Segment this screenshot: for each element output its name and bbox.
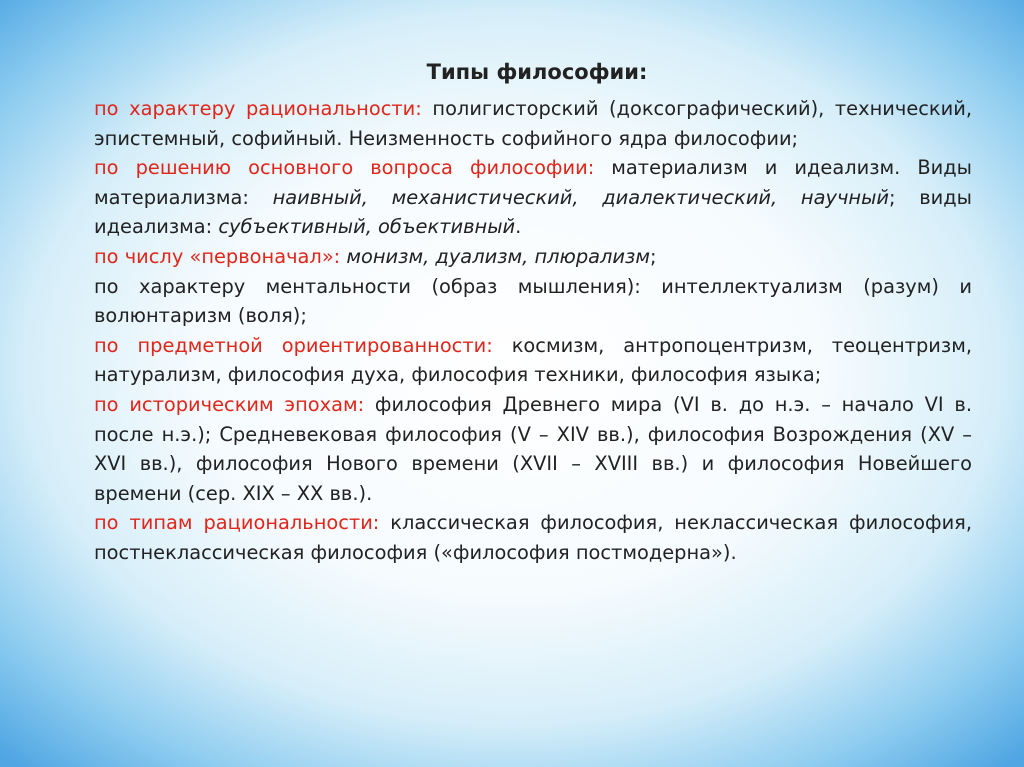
- list-item: [94, 272, 972, 331]
- list-item: [94, 94, 972, 153]
- item-label: по историческим эпохам:: [94, 392, 365, 416]
- item-text: философия Древнего мира (VI в. до н.э. – начало VI в. после н.э.); Средневековая философия (V – XIV вв.), философия Возрождения (XV – XVI вв.), философия Нового времени (XVII – XVIII вв.) и философия Новейшего времени (сер. XIX – XX вв.).: [94, 392, 972, 505]
- slide-body: [94, 94, 972, 568]
- item-text: .: [515, 215, 522, 239]
- item-italic-text: наивный, механистический, диалектический, научный: [272, 185, 889, 209]
- list-item: [94, 508, 972, 567]
- item-text: космизм, антропоцентризм, теоцентризм, натурализм, философия духа, философия техники, философия языка;: [94, 333, 972, 387]
- item-label: по предметной ориентированности:: [94, 333, 493, 357]
- item-label: по решению основного вопроса философии:: [94, 156, 595, 180]
- item-text: полигисторский (доксографический), технический, эпистемный, софийный. Неизменность софийного ядра философии;: [94, 97, 972, 150]
- item-text: классическая философия, неклассическая философия, постнеклассическая философия («философия постмодерна»).: [94, 511, 972, 564]
- item-text: ; виды идеализма:: [94, 185, 972, 239]
- item-label: по характеру рациональности:: [94, 97, 422, 120]
- item-italic-text: субъективный, объективный: [218, 215, 516, 239]
- list-item: [94, 242, 972, 272]
- item-label: по числу «первоначал»:: [94, 244, 341, 268]
- list-item: [94, 153, 972, 242]
- item-label: по типам рациональности:: [94, 511, 380, 535]
- item-text: материализм и идеализм. Виды материализма:: [94, 156, 972, 209]
- list-item: [94, 390, 972, 508]
- item-italic-text: монизм, дуализм, плюрализм: [346, 244, 650, 268]
- item-text: ;: [649, 244, 657, 268]
- item-text: по характеру ментальности (образ мышления): интеллектуализм (разум) и волюнтаризм (воля);: [94, 274, 972, 328]
- list-item: [94, 331, 972, 390]
- slide-title: Типы философии:: [426, 60, 648, 84]
